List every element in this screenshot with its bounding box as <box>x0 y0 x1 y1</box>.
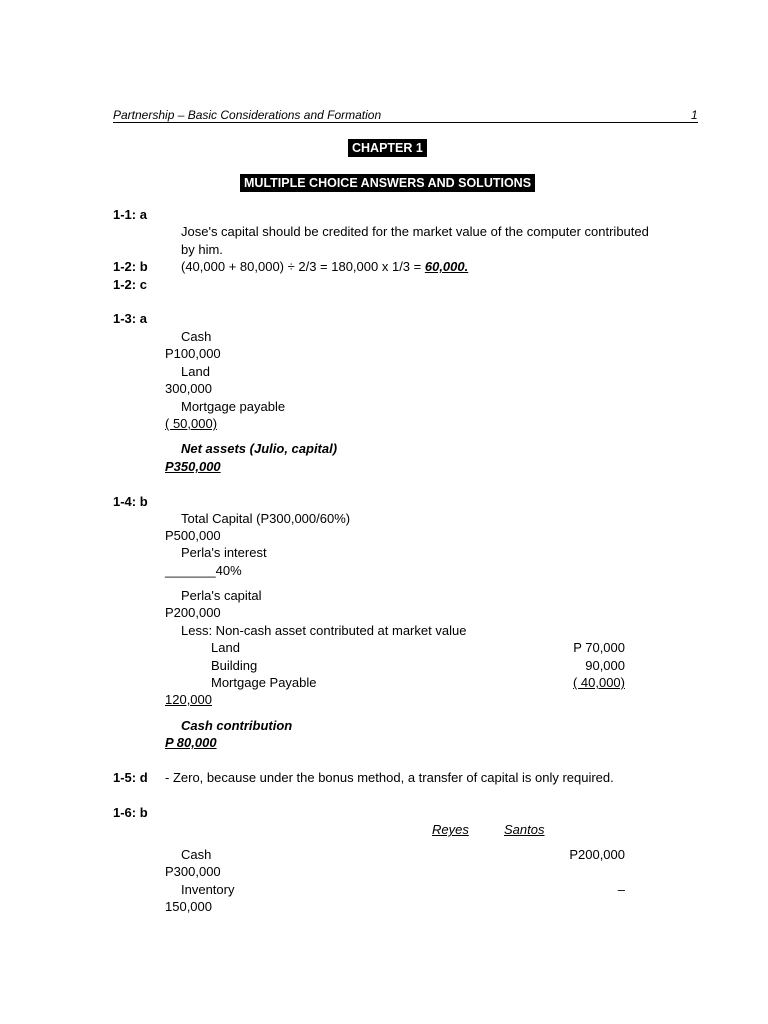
answer-label-1-2c: 1-2: c <box>113 277 147 292</box>
noncash-total-value: 120,000 <box>165 692 212 707</box>
formula-result: 60,000. <box>424 259 469 274</box>
net-assets-value: P350,000 <box>165 459 221 474</box>
cash-reyes-value: P200,000 <box>569 847 625 862</box>
inventory-reyes-value: – <box>617 882 625 897</box>
perla-capital-value: P200,000 <box>165 605 221 620</box>
cash-label-1-6: Cash <box>181 847 212 862</box>
mortgage-payable-value: ( 40,000) <box>572 675 625 690</box>
column-header-reyes: Reyes <box>432 822 469 837</box>
cash-label: Cash <box>181 329 212 344</box>
mortgage-label: Mortgage payable <box>181 399 286 414</box>
answer-1-1-line2: by him. <box>181 242 223 257</box>
interest-value: _______40% <box>165 563 242 578</box>
section-title: MULTIPLE CHOICE ANSWERS AND SOLUTIONS <box>240 174 535 192</box>
building-label: Building <box>211 658 258 673</box>
land-label-1-4: Land <box>211 640 240 655</box>
answer-label-1-6: 1-6: b <box>113 805 148 820</box>
answer-label-1-1: 1-1: a <box>113 207 147 222</box>
cash-santos-value: P300,000 <box>165 864 221 879</box>
less-noncash-label: Less: Non-cash asset contributed at market value <box>181 623 467 638</box>
interest-label: Perla's interest <box>181 545 267 560</box>
land-label: Land <box>181 364 210 379</box>
running-header: Partnership – Basic Considerations and Formation <box>113 108 382 122</box>
chapter-title: CHAPTER 1 <box>348 139 427 157</box>
building-value: 90,000 <box>585 658 625 673</box>
cash-value: P100,000 <box>165 346 221 361</box>
inventory-santos-value: 150,000 <box>165 899 212 914</box>
mortgage-value: ( 50,000) <box>165 416 218 431</box>
inventory-label: Inventory <box>181 882 235 897</box>
total-capital-value: P500,000 <box>165 528 221 543</box>
cash-contribution-label: Cash contribution <box>181 718 293 733</box>
answer-1-1-line1: Jose's capital should be credited for the market value of the computer contributed <box>181 224 649 239</box>
perla-capital-label: Perla's capital <box>181 588 262 603</box>
mortgage-payable-label: Mortgage Payable <box>211 675 317 690</box>
answer-label-1-3: 1-3: a <box>113 311 147 326</box>
land-value: 300,000 <box>165 381 212 396</box>
land-value-1-4: P 70,000 <box>573 640 625 655</box>
header-rule <box>113 122 698 123</box>
net-assets-label: Net assets (Julio, capital) <box>181 441 338 456</box>
answer-1-2-formula <box>181 259 468 275</box>
answer-label-1-5: 1-5: d <box>113 770 148 785</box>
column-header-santos: Santos <box>504 822 545 837</box>
answer-label-1-4: 1-4: b <box>113 494 148 509</box>
total-capital-label: Total Capital (P300,000/60%) <box>181 511 351 526</box>
answer-1-5-text: - Zero, because under the bonus method, a transfer of capital is only required. <box>165 770 614 785</box>
cash-contribution-value: P 80,000 <box>165 735 217 750</box>
answer-label-1-2b: 1-2: b <box>113 259 148 274</box>
formula-text: (40,000 + 80,000) ÷ 2/3 = 180,000 x 1/3 = <box>181 259 425 274</box>
page-number: 1 <box>691 108 698 122</box>
